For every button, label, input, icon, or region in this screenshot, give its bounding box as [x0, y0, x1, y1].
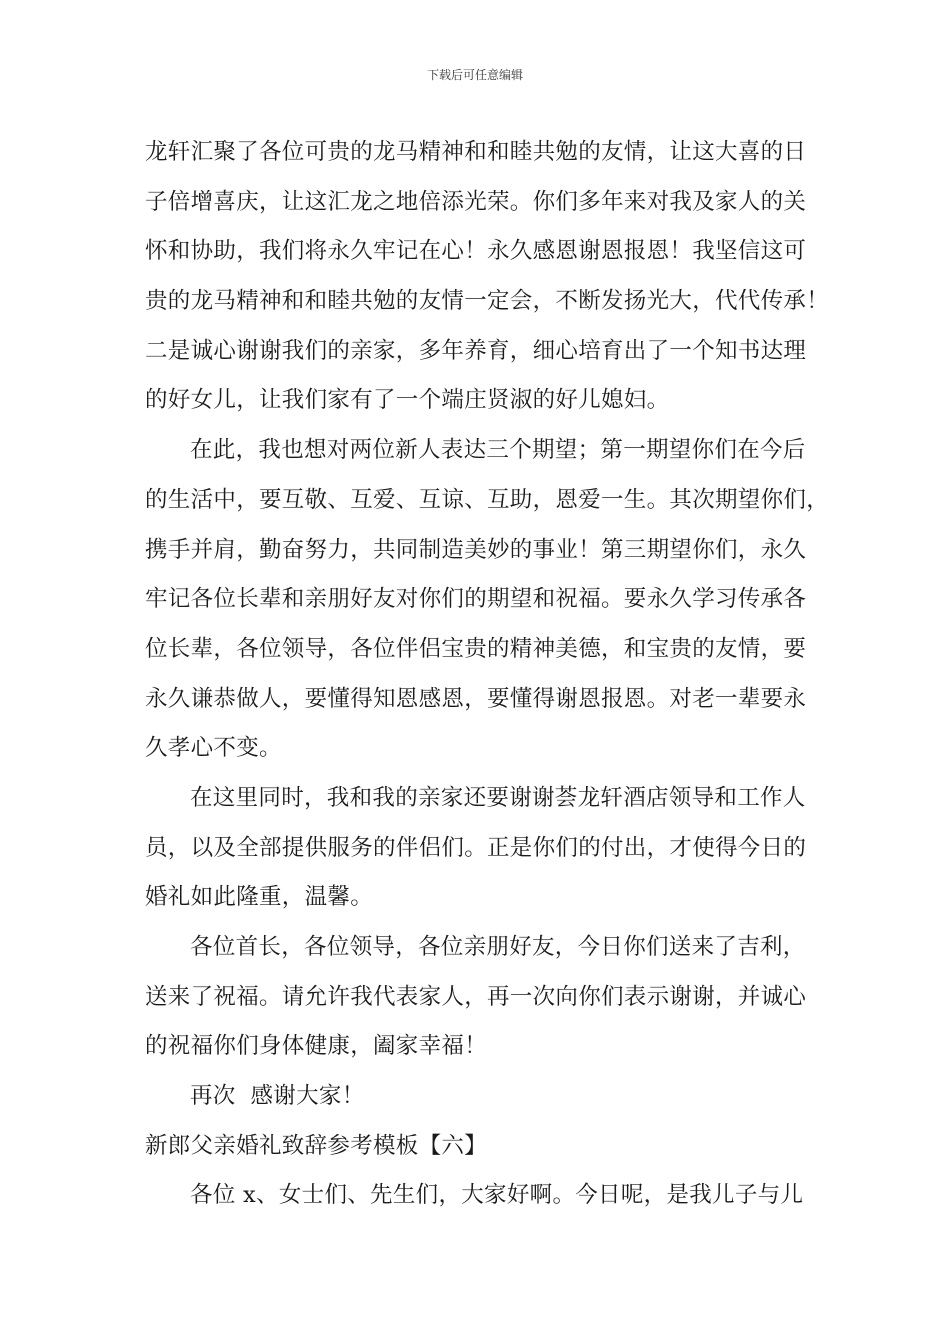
paragraph-line: 贵的龙马精神和和睦共勉的友情一定会，不断发扬光大，代代传承！	[145, 288, 830, 315]
paragraph-line: 二是诚心谢谢我们的亲家，多年养育，细心培育出了一个知书达理	[145, 337, 807, 364]
paragraph-line: 的祝福你们身体健康，阖家幸福！	[145, 1033, 488, 1060]
paragraph-line: 携手并肩，勤奋努力，共同制造美妙的事业！第三期望你们，永久	[145, 536, 807, 563]
paragraph-line: 久孝心不变。	[145, 735, 282, 762]
paragraph-line: 婚礼如此隆重，温馨。	[145, 884, 374, 911]
section-title: 新郎父亲婚礼致辞参考模板【六】	[145, 1132, 488, 1159]
paragraph-line: 永久谦恭做人，要懂得知恩感恩，要懂得谢恩报恩。对老一辈要永	[145, 685, 807, 712]
paragraph-line: 龙轩汇聚了各位可贵的龙马精神和和睦共勉的友情，让这大喜的日	[145, 139, 807, 165]
paragraph-line: 的生活中，要互敬、互爱、互谅、互助，恩爱一生。其次期望你们，	[145, 486, 830, 513]
paragraph-line: 员，以及全部提供服务的伴侣们。正是你们的付出，才使得今日的	[145, 834, 807, 861]
paragraph-line: 各位首长，各位领导，各位亲朋好友，今日你们送来了吉利，	[190, 934, 806, 960]
paragraph-line: 位长辈，各位领导，各位伴侣宝贵的精神美德，和宝贵的友情，要	[145, 635, 807, 662]
page-header: 下载后可任意编辑	[426, 68, 523, 82]
paragraph-line: 牢记各位长辈和亲朋好友对你们的期望和祝福。要永久学习传承各	[145, 586, 807, 613]
paragraph-line: 的好女儿，让我们家有了一个端庄贤淑的好儿媳妇。	[145, 387, 670, 414]
paragraph-line: 在此，我也想对两位新人表达三个期望；第一期望你们在今后	[190, 437, 806, 464]
paragraph-line: 怀和协助，我们将永久牢记在心！永久感恩谢恩报恩！我坚信这可	[145, 238, 807, 265]
paragraph-line: 在这里同时，我和我的亲家还要谢谢荟龙轩酒店领导和工作人	[190, 784, 806, 811]
paragraph-line: 送来了祝福。请允许我代表家人，再一次向你们表示谢谢，并诚心	[145, 983, 807, 1010]
paragraph-line: 各位 x、女士们、先生们，大家好啊。今日呢，是我儿子与儿	[190, 1182, 804, 1209]
document-body	[145, 128, 830, 1221]
closing-line: 再次 感谢大家！	[190, 1083, 365, 1110]
paragraph-line: 子倍增喜庆，让这汇龙之地倍添光荣。你们多年来对我及家人的关	[145, 188, 807, 215]
